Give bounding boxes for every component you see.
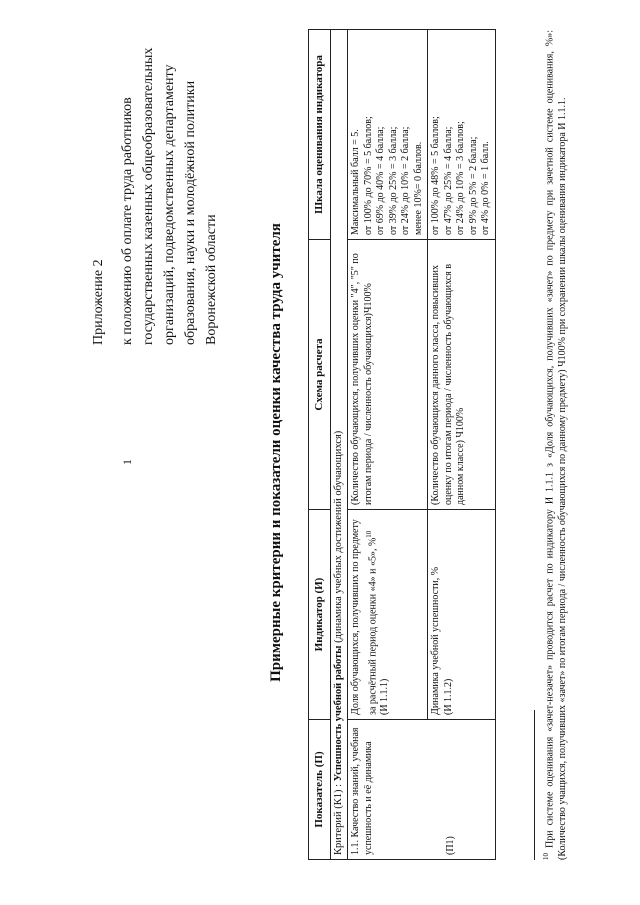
indicator-group-name: 1.1. Качество знаний, учебная успешность и её динамика [350,727,374,855]
scale-cell [428,30,496,240]
header-formula: Схема расчета [309,240,331,510]
scale-line: от 100% до 70% = 5 баллов; [362,116,374,235]
indicator-cell [428,510,496,720]
scale-line: от 9% до 5% = 2 балла; [467,136,479,235]
formula-cell: (Количество обучающихся, получивших оценки "4", "5" по итогам периода / численность обучающихся)Ч100% [348,240,428,510]
appendix-block [88,15,222,345]
indicator-code: (И 1.1.1) [379,678,391,715]
criterion-suffix: (динамика учебных достижений обучающихся) [332,430,344,643]
page-number: 1 [120,459,134,465]
footnote-mark: 10 [364,530,373,538]
indicator-code: (И 1.1.2) [442,678,454,715]
criteria-table [308,29,496,860]
footnote-text: При системе оценивания «зачет-незачет» проводится расчет по индикатору И 1.1.1 з «Доля обучающихся, получивших «зачет» по предмету при зачетной системе оценивания, %»: (Количество учащихся, получивших «зачет» по итогам периода / численность обучающихся по данному предмету) Ч100% при сохранении шкалы оценивания индикатора И 1.1.1. [544,29,569,860]
scale-line: от 24% до 10% = 2 балла; [400,126,411,235]
appendix-title: Приложение 2 [91,259,106,345]
scale-line: от 100% до 48% = 5 баллов; [430,116,441,235]
indicator-cell [348,510,428,720]
indicator-text: Динамика учебной успешности, % [430,566,441,715]
criterion-row [330,30,348,860]
criterion-prefix: Критерий (К1) : [332,783,344,855]
criterion-cell [330,30,348,860]
scale-line: от 39% до 25% = 3 балла; [387,126,399,235]
header-scale: Шкала оценивания индикатора [309,30,331,240]
formula-cell: (Количество обучающихся данного класса, повысивших оценку по итогам периода / численность обучающихся в данном классе) Ч100% [428,240,496,510]
scale-line: менее 10%= 0 баллов. [412,141,424,235]
criterion-title: Успешность учебной работы [332,645,344,782]
indicator-group-cell [348,720,496,860]
scale-line: от 69% до 40% = 4 балла; [375,126,386,235]
scale-line: от 24% до 10% = 3 баллов; [455,121,466,235]
indicator-group-code: (П1) [445,836,456,855]
footnote-separator [534,710,535,860]
main-title: Примерные критерии и показатели оценки качества труда учителя [268,223,284,682]
scale-line: Максимальный балл = 5. [350,129,361,235]
scale-line: от 4% до 0% = 1 балл. [480,141,491,235]
header-indicator: Индикатор (И) [309,510,331,720]
footnote [540,30,569,860]
table-row [348,30,428,860]
footnote-number: 10 [542,853,550,860]
scale-cell [348,30,428,240]
scale-line: от 47% до 25% = 4 балла; [442,126,454,235]
indicator-text: Доля обучающихся, получивших по предмету за расчётный период оценки «4» и «5», % [350,519,378,715]
table-header-row [309,30,331,860]
header-indicator-group: Показатель (П) [309,720,331,860]
appendix-text: к положению об оплате труда работников государственных казенных общеобразовательных организаций, подведомственных департаменту образования, науки и молодёжной политики Воронежской области [120,47,219,345]
